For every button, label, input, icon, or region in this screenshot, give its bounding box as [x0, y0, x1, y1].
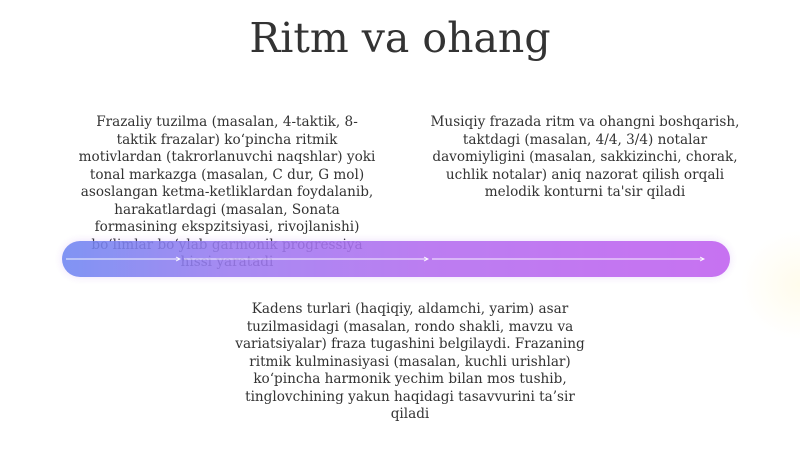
timeline-bar — [62, 241, 730, 277]
decorative-glow — [740, 230, 800, 340]
timeline-arrows — [62, 241, 730, 277]
text-block-bottom: Kadens turlari (haqiqiy, aldamchi, yarim) asar tuzilmasidagi (masalan, rondo shakli, mavzu va variatsiyalar) fraza tugashini belgilaydi. Frazaning ritmik kulminasiyasi (masalan, kuchli urishlar) ko‘pincha harmonik yechim bilan mos tushib, tinglovchining yakun haqidagi tasavvurini ta’sir qiladi — [235, 301, 585, 422]
text-block-left: Frazaliy tuzilma (masalan, 4-taktik, 8-taktik frazalar) ko‘pincha ritmik motivlardan (takrorlanuvchi naqshlar) yoki tonal markazga (masalan, C dur, G mol) asoslangan ketma-ketliklardan foydalanib, harakatlardagi (masalan, Sonata formasining ekspzitsiyasi, rivojlanishi) — [78, 114, 376, 235]
text-block-right: Musiqiy frazada ritm va ohangni boshqarish, taktdagi (masalan, 4/4, 3/4) notalar davomiyligini (masalan, sakkizinchi, chorak, uchlik notalar) aniq nazorat qilish orqali melodik konturni ta'sir qiladi — [430, 114, 740, 200]
slide-title: Ritm va ohang — [249, 14, 551, 62]
